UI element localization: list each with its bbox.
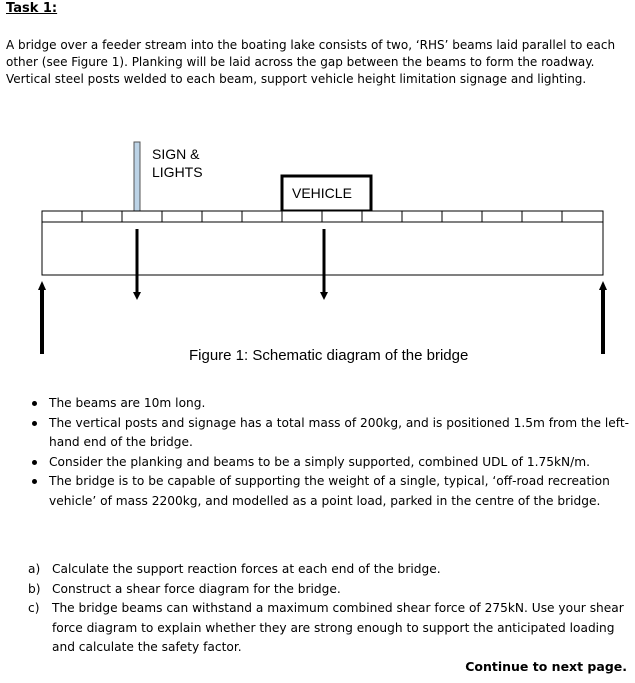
- question-text: Calculate the support reaction forces at each end of the bridge.: [52, 562, 441, 576]
- question-label: c): [28, 601, 40, 615]
- vehicle-label: VEHICLE: [292, 185, 352, 201]
- sign-label-line2: LIGHTS: [152, 164, 203, 180]
- list-item: Consider the planking and beams to be a simply supported, combined UDL of 1.75kN/m.: [0, 453, 630, 473]
- given-data-list: [0, 394, 630, 511]
- question-item-b: [0, 580, 630, 600]
- question-text: The bridge beams can withstand a maximum combined shear force of 275kN. Use your shear force diagram to explain whether they are strong enough to support the anticipated loading and calculate the safety factor.: [52, 601, 624, 654]
- question-text: Construct a shear force diagram for the bridge.: [52, 581, 341, 596]
- list-item: The vertical posts and signage has a total mass of 200kg, and is positioned 1.5m from the left-hand end of the bridge.: [0, 414, 630, 453]
- list-item: The beams are 10m long.: [0, 394, 630, 414]
- question-item-a: [0, 560, 630, 580]
- continue-note: Continue to next page.: [465, 659, 627, 674]
- bridge-schematic-figure: [0, 130, 635, 360]
- planking-strip: [42, 211, 603, 222]
- intro-paragraph: A bridge over a feeder stream into the boating lake consists of two, ‘RHS’ beams laid parallel to each other (see Figure 1). Planking will be laid across the gap between the beams to form the roadway. Vertical steel posts welded to each beam, support vehicle height limitation signage and lighting.: [6, 38, 616, 86]
- figure-caption: Figure 1: Schematic diagram of the bridge: [189, 347, 469, 364]
- sign-post: [134, 142, 140, 211]
- task-title: Task 1:: [6, 1, 58, 16]
- question-label: b): [28, 581, 41, 596]
- question-label: a): [28, 562, 41, 576]
- sign-label-line1: SIGN &: [152, 146, 200, 162]
- right-reaction-arrow: [599, 281, 607, 354]
- list-item: The bridge is to be capable of supporting the weight of a single, typical, ‘off-road recreation vehicle’ of mass 2200kg, and modelled as a point load, parked in the centre of the bridge.: [0, 472, 630, 511]
- question-list: [0, 560, 630, 658]
- left-reaction-arrow: [38, 281, 46, 354]
- question-item-c: [0, 599, 630, 658]
